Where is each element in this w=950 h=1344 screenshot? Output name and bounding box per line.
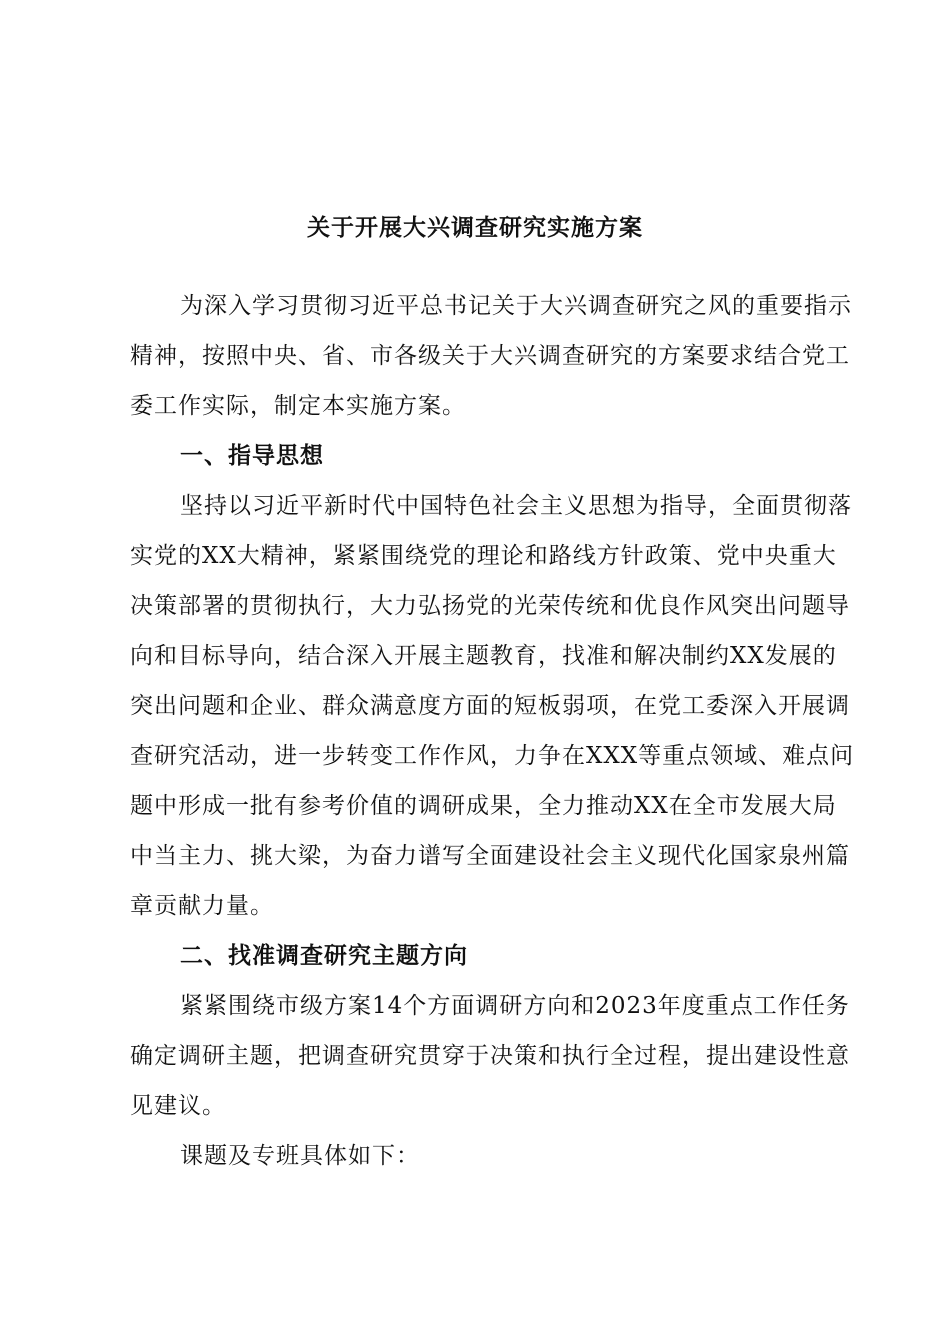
section-paragraph-guiding-ideology: 坚持以习近平新时代中国特色社会主义思想为指导，全面贯彻落实党的XX大精神，紧紧围绕党的理论和路线方针政策、党中央重大决策部署的贯彻执行，大力弘扬党的光荣传统和优良作风突出问题导向和目标导向，结合深入开展主题教育，找准和解决制约XX发展的突出问题和企业、群众满意度方面的短板弱项，在党工委深入开展调查研究活动，进一步转变工作作风，力争在XXX等重点领域、难点问题中形成一批有参考价值的调研成果，全力推动XX在全市发展大局中当主力、挑大梁，为奋力谱写全面建设社会主义现代化国家泉州篇章贡献力量。: [130, 493, 855, 919]
section-paragraph-research-topics: 紧紧围绕市级方案14个方面调研方向和2023年度重点工作任务确定调研主题，把调查研究贯穿于决策和执行全过程，提出建设性意见建议。: [130, 993, 850, 1119]
intro-paragraph: 为深入学习贯彻习近平总书记关于大兴调查研究之风的重要指示精神，按照中央、省、市各级关于大兴调查研究的方案要求结合党工委工作实际，制定本实施方案。: [130, 293, 852, 419]
section-heading-guiding-ideology: 一、指导思想: [180, 443, 324, 469]
section-heading-research-topics: 二、找准调查研究主题方向: [180, 943, 468, 969]
document-title: 关于开展大兴调查研究实施方案: [307, 215, 643, 241]
closing-paragraph: 课题及专班具体如下：: [180, 1143, 420, 1169]
